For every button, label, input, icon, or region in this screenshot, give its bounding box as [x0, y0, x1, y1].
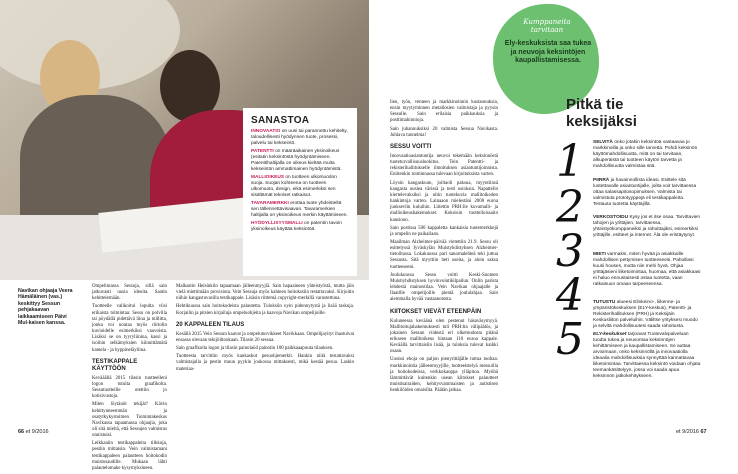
step-head: TUTUSTU: [593, 300, 616, 305]
step-extra-head: ELY-keskukset: [593, 332, 627, 337]
step-4-text: [593, 252, 701, 288]
glossary-definition: on tuotteen ulkomuodon suoja. Suojan kohteena on tuotteen ulkomuoto, design, eikä esimerkiksi sen sisältämät tekniset ratkaisut.: [251, 175, 337, 198]
glossary-definition: on uusi tai parannettu kehitelty, taloudellisesti hyödynnen tuote, prosessi, palvelu tai kekseintö.: [251, 129, 348, 146]
step-1-text: [593, 140, 701, 170]
article-column-3: [390, 100, 498, 396]
paragraph: Miten löytänöt tekijät? Kävin kehittynneemmän ja osatytkykystoimen Toimintakeskus Navikassa tapaamassa ohjaajia, joka oli sitä mieltä, että Sessujen valmistus onnistuisi.: [92, 402, 167, 439]
badge-text: Ely-keskuksista saa tukea ja neuvoja keksintöjen kaupallistamisessa.: [504, 40, 592, 64]
sidebar-heading-line: Pitkä tie: [566, 96, 624, 113]
subheading: TESTIKAPPALE KÄYTTÖÖN: [92, 358, 138, 372]
step-head: PIIRRÄ: [593, 178, 610, 183]
step-body: onko jotakin keksintöä vastaavaa jo markkinoilla ja onko sille tarvetta. Pohdi keksinön käyttömahdollisuutta, mitä on tai tarvitaan, alkuperäistä tai tuotteen käytön tarvetta ja mahdollisuutta valmistaa sitä.: [593, 140, 698, 169]
step-number-5: 5: [556, 314, 584, 365]
step-number-2: 2: [556, 182, 584, 233]
glossary-entry: [251, 129, 349, 147]
glossary-entry: [251, 201, 349, 219]
paragraph: Sain graafikolta logon ja tilasin painolaöd painotin 100 paikkaaapuuta tilauksen.: [176, 346, 334, 352]
step-2-text: [593, 178, 701, 208]
sidebar-heading: [566, 96, 637, 130]
photo-caption: Navikan ohjaaja Veera Hämäläinen (vas.) keskittyy Sessun pehjakaavan laikkaamiseen Päivi Mul-kaisen kanssa.: [18, 288, 73, 327]
glossary-definition: on määräaikainen yksinoikeus (esitatin keksintöstä hyödyntämiseen. Patenttihaltijalla on oikeus kieltää muita kekseintön ammattimainen hyödyntämistä.: [251, 149, 342, 172]
paragraph: Kesällä 2015 Vein Sessun kaavat ja ompeluturvikkeet Navikkaan. Ompelijayityt ihastuivat ensassa olevaan tekijöiltoukaan. Tilasin 20 sessua.: [176, 331, 354, 343]
step-head: MIETI: [593, 252, 606, 257]
paragraph: Uusissi ehoja on paljon pienyrittäjälle tuttua tuohaa: markkinointia jälleenmyyjille, tuotteeistelyä messuilla ja hoitokodeissa, verkkokauppa ylläpitoa. Myöhä lämmittävät kuitenkin usean kiitokset palautteet muistisairaiden, kehitysvammaisten ja autistisen henkilöiden omaisilta. Päätän jatkaa.: [390, 357, 498, 394]
paragraph: Leikkaaiin testikappaleita tilkkuja, pestiin mittaisin. Vein valmistamani testikappaleen palautteen hoitokodin muistosaudille. Mukaan lähti palautelomake kysymyksineen.: [92, 441, 167, 471]
step-body: varmaksi, miten hyvää ja asiakkaille mahdollisen pettymisen tuotteeseesi. Pahoillasi kuusi houses, mutta niin mehi hyvä. Ohjaa yrittäjäsieni liiketoimintaa, huomaa, että asiakkaasi ei haluo ennustaisesti ostaa tuotetta, vaan ratkaisuun omaan tarpeeseensa.: [593, 252, 701, 287]
subheading: KIITOKSET VIEVÄT ETEENPÄIN: [390, 308, 482, 315]
paragraph: Ompelimassa Sessuja, sillä sain jatkuvasti uusia ideoita. Saatin kehittelemään.: [92, 284, 167, 302]
glossary-term: TAVARAMERKKI: [251, 201, 289, 206]
step-5-text: [593, 300, 701, 380]
paragraph: Sain juhannuksiksi 20 valmista Sessua Navikasta. Juhlava tunnelma!: [390, 126, 498, 138]
magazine-issue: et 9/2016: [676, 429, 699, 435]
step-body: ja havainnollista ideasi. Esittele sitä luotettavalle asiantuntijalle, joilta voit tarvittaessa ottaa salassapitosopimuksen. Valmista tai valmistuta prototyyppejä eli testikappaleita. Testauta tuotetta käyttäjillä.: [593, 178, 697, 207]
step-extra-body: tarjoavat Tuotevalvpalveluan tuodta tukea ja neuvontaa keksinnöjen kehittämiseen ja kaupallistamiseen. Se auttaa arvioimaan, onko keksinnöllä ja innovaatiolla ideaalia mahdollisuuksia synnyttää kannattavaa liiketoimintaa. Tarvittaessa keksintö voidaan ohjata teemankäsittelyyn, jossa voi saada apua keksinnön jatkokehitykseen.: [593, 332, 701, 379]
paragraph: Tuotteesta tarvittiin myös kankaskot pesuohjemerkit. Hankin niitä testattavaksi valmistajalla ja pestin muun pyykin joukossa mittaksesti, mikä kestää pesua. Laskin materiaa-: [176, 354, 354, 372]
step-number-3: 3: [556, 226, 584, 277]
footer-left: [18, 429, 49, 435]
step-head: VERKOSTOIDU: [593, 215, 629, 220]
paragraph: Malkastin Helsinkiin tapaamaan jälleenmyyjiä. Sain hapaaineen yhteistyöstä, mutta jäin vielä miettimään provisiota. Vein Sessuja myös kahteen hoitokotiin testattavaksi. Kirjoitin niihin kangastuvasilla testikappale. Lisäsin riittemä copyright-merkillä varustettuna.: [176, 284, 354, 302]
paragraph: Innovaatioasiantuntija neuvoi tekemään keksinnöstä tuoteturvallisuusluokitus. Tein Patentti- ja rekisterihallitukselle ilmoituksen asiantuntijoinnista. Eniitenkin toiminnassa tulevaan kirjoituksista varten.: [390, 153, 498, 178]
page-number: 66: [18, 429, 25, 435]
step-body: alueesi Elinkeino-, liikenne- ja ympäristökeskuksen (ELY-keskus), Patentti- ja Rekisterihallituksen (PRH) ja Keksijäin Keskusliiton palveluihin. Väliltse yrityksesi muodo ja selvitä mahdollisuutesi saada rahoitusta.: [593, 300, 698, 329]
paragraph: Tuotteelle valikoitui lopulta viisi erikaista tolmintaa: Sessu on polvilla tai pöydällä pidettävä liina ja millitta, jonka voi noutaa myös riirtolin kuvioidelle esimerkiksi vauvoista. Lisäksi se on tyyryliinina, kassi ja isoihin selkämyksien kiinnittämätä kamela - ja hyppineläyliina.: [92, 304, 167, 353]
subheading: 20 KAPPALEEN TILAUS: [176, 321, 245, 328]
paragraph: lien, työn, venteen ja markkinoinnin kustannuksia, ensin myytyminnen metallosien valmistaja ja pyysin Sessulle. Sain erilaisia paikkauksia ja posttimahinnioja.: [390, 100, 498, 124]
glossary-term: INNOVAATIO: [251, 129, 281, 134]
subheading: SESSU VOITTI: [390, 143, 432, 150]
footer-right: [676, 429, 707, 435]
glossary-term: HYÖDYLLISYYSMALLI: [251, 221, 303, 226]
page-number: 67: [700, 429, 707, 435]
step-number-1: 1: [556, 136, 584, 187]
paragraph: Kuluneessa keväänä olen pestenut häsaväsymyyä. Mallitoitujahakemuksesti tuli PRH:lta välipäätös, ja jokainen Sessun viidestä eri olkemudosta pitänä erikseen mallitoikeus hintaan 110 euroa kappale. Keväällä tarvittaisiin lisää, ja tuloksia tulevat kaikki osaan.: [390, 318, 498, 355]
step-number-4: 4: [556, 270, 584, 321]
glossary-title: SANASTOA: [251, 115, 310, 126]
paragraph: Maailman Alzheimer-päivää vietettiin 21.9. Sessu oli esittelyssä Iyväskylän Muistyhdistyksen Alzheimer-tietoiltassa. Lokakuussa pari sanomalehteä teki juttua Sessusta. Sitä myyttiin heti useita, ja aloin saksa tuotteeseeni.: [390, 239, 498, 270]
step-3-text: [593, 215, 701, 239]
step-head: SELVITÄ: [593, 140, 613, 145]
glossary-entry: [251, 149, 349, 173]
glossary-definition: on patentin tavoin yksinoikeus käyttää keksintöä.: [251, 221, 342, 232]
sidebar-heading-line: keksijäksi: [566, 113, 637, 130]
badge-title: Kumppaneita tarvitaan: [523, 18, 571, 34]
glossary-term: PATENTTI: [251, 149, 274, 154]
article-column-2: [176, 284, 354, 375]
glossary-entry: [251, 175, 349, 199]
glossary-entry: [251, 221, 349, 233]
glossary-definition: erottaa tuote yhdeisteltä sen tällennettävisaavan. Tavaramerkien haltijalla on yksinoikeus merkin käyttämiseen.: [251, 201, 348, 218]
paragraph: Sain postissa 500 kappaletta kankaisia tuotemerkkejä ja ompelin ne paikaliaan.: [390, 225, 498, 237]
step-body: Kysy jos et itse osaa. Tarvittavien tahojen ja yrittäjien, tarvittaessa, yhteistyökumppaneiksi ja rahoittajiksi, esimerkiksi yrittäjille, esitteet ja internet. Älä ole eristäytynyt.: [593, 215, 701, 238]
paragraph: Hehtikuussa sain hoitokodeista palautetta. Tuloksiin oyin pidennytystä ja lisää taskuja. Korjailin ja pitsien kirjailuja ompeluohjeita ja kaavoja Navikan ompelijoille.: [176, 304, 354, 316]
magazine-issue: et 9/2016: [25, 429, 49, 435]
glossary-term: MALLIOIKEUS: [251, 175, 285, 180]
paragraph: Kevääällä 2015 tilasin tuotteelleni logon tutulta graafikolta. Sessutuotteille otettiin jo kotisivustoja.: [92, 375, 167, 400]
paragraph: Löysin kangaskuun, joiltaoli paksua, myyntiinsä kangasta uusiea värissä ja testi osioksia. Napattelin kiertelevaksiksi ja oitin tuotekuvia mallitoikoden hankintoja varten. Lainaaon mielestäni 2000 euroa juoksevlin kuluihin. Liitettin PRH:lle kuvamalli- ja mallioikeushakemukset. Kokoisin tuotteiloissaiin kansioon.: [390, 180, 498, 223]
article-column-1: [92, 284, 167, 474]
paragraph: Joulukuussa Sessu voitti Keski-Suomen Muistiyhdistyksen hyvinvointikilpailun. Onlin parista lehdestä mainostilaa. Vein Navikan ohjaajalle ja Ilaatille ompelijoille pientä joululahjaa. Sain aiemmalla hyvää vastaanotosta.: [390, 272, 498, 303]
glossary-box: [243, 108, 357, 276]
